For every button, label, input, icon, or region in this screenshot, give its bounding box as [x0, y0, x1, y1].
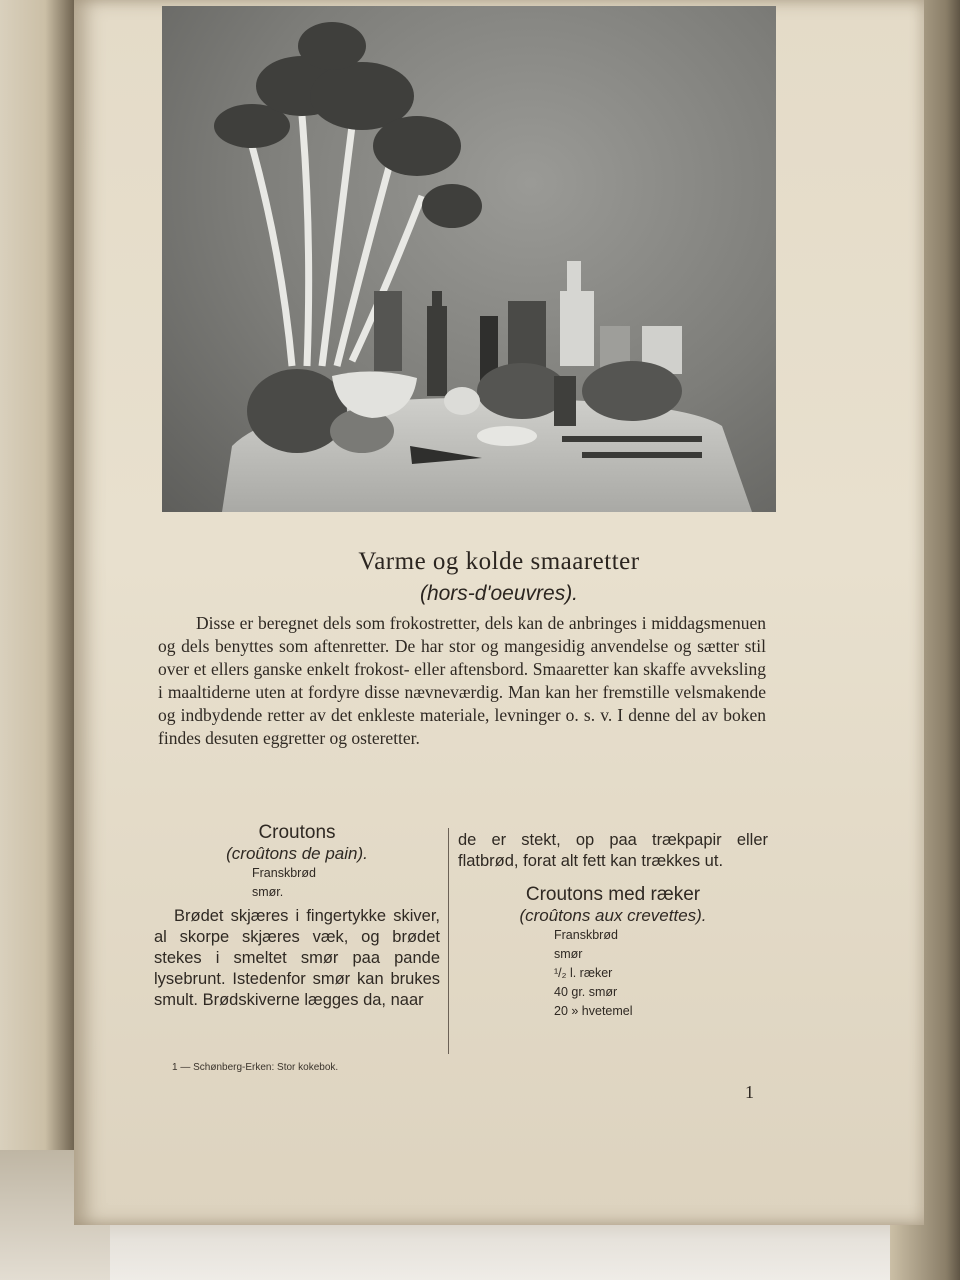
recipe-title: Croutons [258, 822, 336, 843]
ingredient: smør [554, 947, 583, 961]
ingredient: 20 » hvetemel [554, 1004, 633, 1018]
footnote: 1 — Schønberg-Erken: Stor kokebok. [172, 1062, 339, 1073]
recipe-croutons [154, 822, 440, 1011]
page-number: 1 [745, 1082, 754, 1102]
ingredient: ¹/₂ l. ræker [554, 966, 613, 980]
column-divider [448, 828, 449, 1054]
left-page-edge [0, 0, 82, 1180]
ingredient: Franskbrød [554, 928, 618, 942]
ingredient: smør. [252, 885, 284, 899]
section-subtitle: (hors-d'oeuvres). [419, 582, 579, 605]
ingredient-list [458, 926, 768, 1021]
intro-text: Disse er beregnet dels som frokostretter, dels kan de anbringes i middagsmenuen og dels benyttes som aftenretter. De har stor og mangesidig anvendelse og sætter stil over et ellers ganske enkelt frokost- eller aftensbord. Smaaretter kan skaffe avveksling i maaltiderne uten at fordyre disse nævneværdig. Man kan her fremstille velsmakende og indbydende retter av det enkleste materiale, levninger o. s. v. I denne del av boken findes desuten eggretter og osteretter. [158, 613, 766, 748]
recipe-subtitle: (croûtons de pain). [226, 844, 368, 863]
recipe-croutons-med-raeker [458, 830, 768, 1021]
recipe-title: Croutons med ræker [525, 884, 701, 905]
recipe-subtitle: (croûtons aux crevettes). [519, 906, 707, 925]
ingredient: 40 gr. smør [554, 985, 618, 999]
recipe-continuation: de er stekt, op paa trækpapir eller flatbrød, forat alt fett kan trækkes ut. [458, 831, 768, 870]
intro-paragraph [158, 612, 766, 750]
still-life-photo [162, 6, 776, 512]
ingredient: Franskbrød [252, 866, 316, 880]
section-title: Varme og kolde smaaretter [358, 548, 640, 575]
ingredient-list [154, 864, 440, 902]
recipe-text: Brødet skjæres i fingertykke skiver, al skorpe skjæres væk, og brødet stekes i smeltet smør paa pande lysebrunt. Istedenfor smør kan brukes smult. Brødskiverne lægges da, naar [154, 907, 440, 1009]
